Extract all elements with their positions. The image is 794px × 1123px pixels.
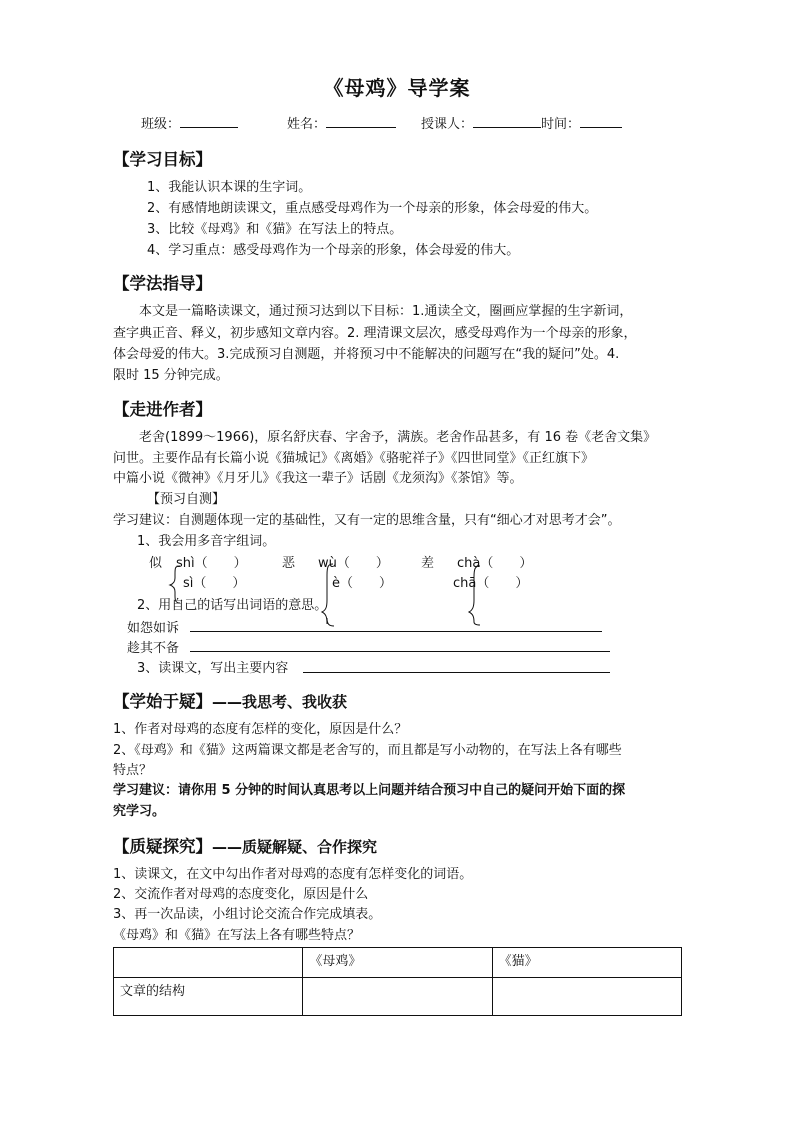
method-heading: 【学法指导】 (113, 274, 212, 293)
pinyin-e: è（ ） (332, 576, 392, 591)
pinyin-si: sì（ ） (183, 576, 246, 591)
author-heading: 【走进作者】 (113, 400, 212, 419)
teacher-label: 授课人： (421, 117, 474, 132)
doubt-heading-row (113, 688, 347, 712)
preview-heading: 【预习自测】 (147, 492, 226, 507)
explore-heading: 【质疑探究】 (113, 837, 212, 856)
author-line: 问世。主要作品有长篇小说《猫城记》《离婚》《骆驼祥子》《四世同堂》《正红旗下》 (113, 451, 595, 466)
pinyin-cha1: chā（ ） (453, 576, 529, 591)
brace-e (322, 564, 334, 626)
word-ruyuanrusu: 如怨如诉 (127, 621, 180, 636)
method-line: 查字典正音、释义，初步感知文章内容。2. 理清课文层次，感受母鸡作为一个母亲的形象， (113, 326, 637, 341)
author-line: 中篇小说《微神》《月牙儿》《我这一辈子》话剧《龙须沟》《茶馆》等。 (113, 471, 523, 486)
goal-item: 1、我能认识本课的生字词。 (147, 180, 312, 195)
comparison-table (113, 947, 682, 1016)
doubt-q2: 2、《母鸡》和《猫》这两篇课文都是老舍写的，而且都是写小动物的，在写法上各有哪些 (113, 743, 622, 758)
answer-line-2[interactable] (190, 651, 610, 652)
explore-item: 2、交流作者对母鸡的态度变化，原因是什么 (113, 887, 369, 902)
table-caption: 《母鸡》和《猫》在写法上各有哪些特点？ (113, 928, 361, 943)
method-line: 限时 15 分钟完成。 (113, 368, 229, 383)
answer-line-3[interactable] (303, 672, 610, 673)
brace-cha (469, 566, 480, 625)
preview-q3: 3、读课文，写出主要内容 (137, 661, 289, 676)
goals-heading: 【学习目标】 (113, 150, 212, 169)
name-label: 姓名： (287, 117, 327, 132)
table-row-label: 文章的结构 (114, 978, 303, 1016)
method-line: 体会母爱的伟大。3.完成预习自测题，并将预习中不能解决的问题写在“我的疑问”处。4. (113, 347, 620, 362)
preview-q1: 1、我会用多音字组词。 (137, 534, 276, 549)
doubt-subtitle: ——我思考、我收获 (212, 693, 348, 711)
table-header-empty (114, 948, 303, 978)
doubt-advice: 学习建议：请你用 5 分钟的时间认真思考以上问题并结合预习中自己的疑问开始下面的探 (113, 783, 626, 798)
explore-item: 3、再一次品读，小组讨论交流合作完成填表。 (113, 907, 382, 922)
goal-item: 4、学习重点：感受母鸡作为一个母亲的形象，体会母爱的伟大。 (147, 243, 520, 258)
explore-subtitle: ——质疑解疑、合作探究 (212, 838, 378, 856)
table-cell-muji[interactable] (303, 978, 492, 1016)
preview-advice: 学习建议：自测题体现一定的基础性，又有一定的思维含量，只有“细心才对思考才会”。 (113, 513, 621, 528)
class-label: 班级： (141, 117, 181, 132)
answer-line-1[interactable] (190, 631, 602, 632)
goal-item: 3、比较《母鸡》和《猫》在写法上的特点。 (147, 222, 403, 237)
pinyin-wu: wù（ ） (318, 556, 389, 571)
explore-heading-row (113, 833, 377, 857)
preview-q2: 2、用自己的话写出词语的意思。 (137, 598, 328, 613)
char-cha: 差 (421, 556, 435, 571)
pinyin-shi: shì（ ） (176, 556, 247, 571)
table-cell-mao[interactable] (492, 978, 681, 1016)
char-si: 似 (149, 556, 163, 571)
doubt-q2-cont: 特点？ (113, 763, 153, 778)
pinyin-cha4: chà（ ） (457, 556, 533, 571)
page-title: 《母鸡》导学案 (323, 76, 471, 100)
table-header-muji: 《母鸡》 (303, 948, 492, 978)
doubt-advice-cont: 究学习。 (113, 804, 166, 819)
time-label: 时间： (541, 117, 581, 132)
doubt-q1: 1、作者对母鸡的态度有怎样的变化，原因是什么？ (113, 722, 408, 737)
author-line: 老舍(1899～1966)，原名舒庆春、字舍予，满族。老舍作品甚多，有 16 卷《老舍文集》 (113, 430, 657, 445)
doubt-heading: 【学始于疑】 (113, 692, 212, 711)
method-line: 本文是一篇略读课文，通过预习达到以下目标：1.通读全文，圈画应掌握的生字新词， (113, 304, 633, 319)
word-chenqibubei: 趁其不备 (127, 641, 180, 656)
char-e: 恶 (282, 556, 296, 571)
explore-item: 1、读课文，在文中勾出作者对母鸡的态度有怎样变化的词语。 (113, 867, 473, 882)
table-header-mao: 《猫》 (492, 948, 681, 978)
goal-item: 2、有感情地朗读课文，重点感受母鸡作为一个母亲的形象，体会母爱的伟大。 (147, 201, 598, 216)
